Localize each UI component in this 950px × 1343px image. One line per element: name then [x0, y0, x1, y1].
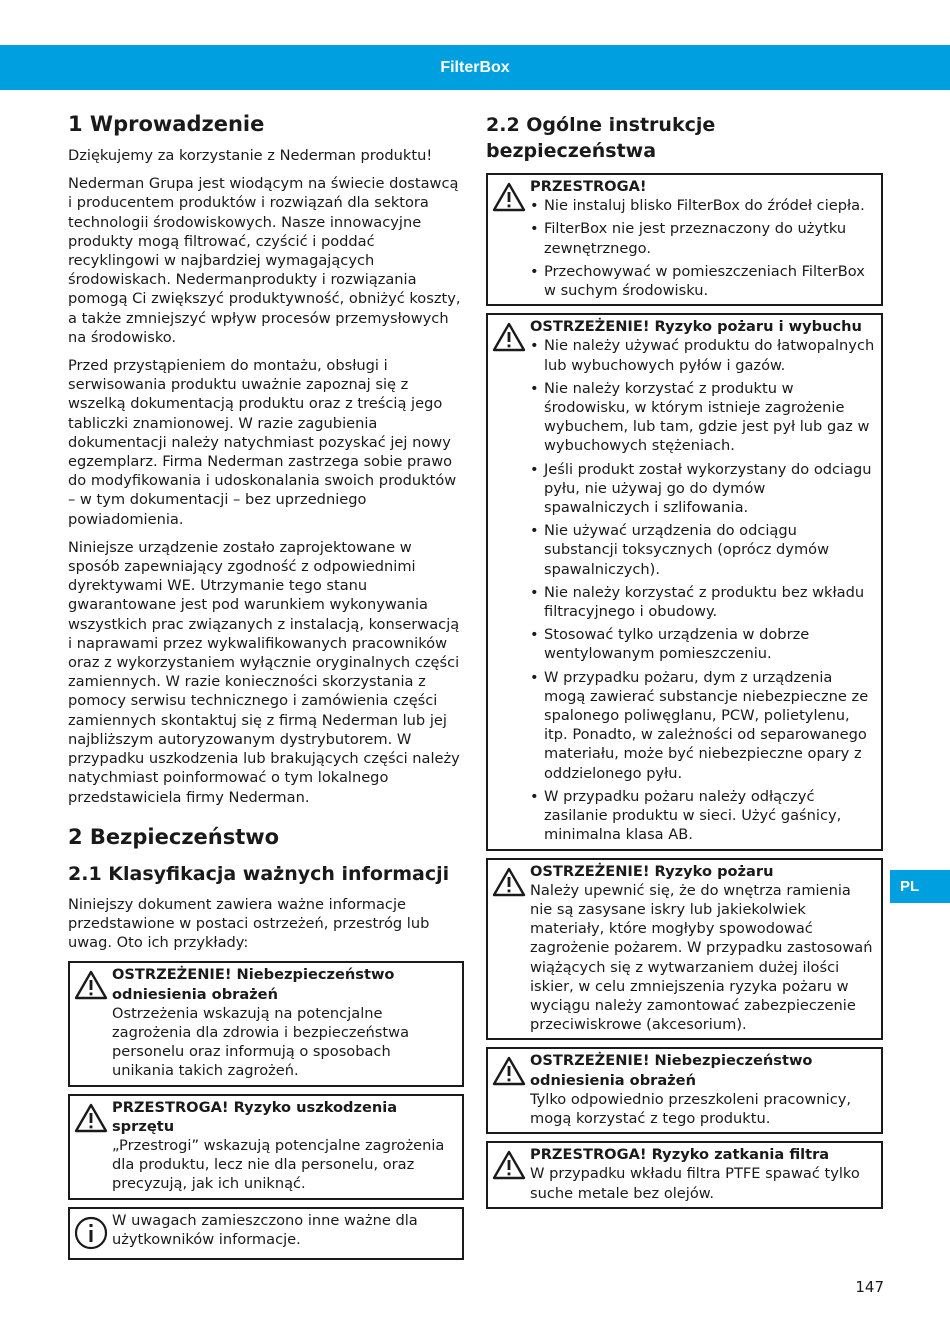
intro-paragraph: Przed przystąpieniem do montażu, obsługi i serwisowania produktu uważnie zapoznaj się z wszelką dokumentacją produktu oraz z treścią jego tabliczki znamionowej. W razie zagubienia dokumentacji należy natychmiast pozyskać jej nowy egzemplarz. Firma Nederman zastrzega sobie prawo do modyfikowania i udoskonalania swoich produktów – w tym dokumentacji – bez uprzedniego powiadomienia.: [68, 357, 457, 528]
list-item: • Nie należy używać produktu do łatwopalnych lub wybuchowych pyłów i gazów.: [530, 336, 875, 374]
warning-icon: [492, 177, 530, 300]
warning-icon: [492, 317, 530, 844]
list-item: • Nie instaluj blisko FilterBox do źródeł ciepła.: [530, 196, 875, 215]
language-tab: [890, 870, 950, 903]
warning-icon: [492, 1051, 530, 1128]
section21-title: 2.1 Klasyfikacja ważnych informacji: [68, 862, 450, 885]
list-item: • W przypadku pożaru należy odłączyć zasilanie produktu w sieci. Użyć gaśnicy, minimalna klasa AB.: [530, 787, 875, 845]
section1-title: 1 Wprowadzenie: [68, 112, 265, 136]
box-title: PRZESTROGA! Ryzyko zatkania filtra: [530, 1146, 830, 1164]
box-title: OSTRZEŻENIE! Niebezpieczeństwo odniesienia obrażeń: [112, 966, 395, 1003]
header-bar: [0, 45, 950, 90]
box-title: PRZESTROGA!: [530, 178, 647, 195]
caution-box: [68, 1094, 464, 1200]
intro-paragraph: Dziękujemy za korzystanie z Nederman produktu!: [68, 147, 433, 164]
box-title: PRZESTROGA! Ryzyko uszkodzenia sprzętu: [112, 1098, 398, 1135]
box-title: OSTRZEŻENIE! Niebezpieczeństwo odniesienia obrażeń: [530, 1052, 813, 1089]
warning-box: [68, 961, 464, 1086]
box-title: OSTRZEŻENIE! Ryzyko pożaru: [530, 862, 774, 880]
warning-box: [486, 858, 883, 1041]
list-item: • FilterBox nie jest przeznaczony do użytku zewnętrznego.: [530, 219, 875, 257]
note-box: [68, 1207, 464, 1260]
left-column: [68, 110, 464, 1267]
bullet-list: [530, 336, 875, 844]
box-text: W przypadku wkładu filtra PTFE spawać tylko suche metale bez olejów.: [530, 1165, 860, 1202]
box-text: Tylko odpowiednio przeszkoleni pracownicy, mogą korzystać z tego produktu.: [530, 1090, 852, 1127]
intro-paragraph: Nederman Grupa jest wiodącym na świecie dostawcą i producentem produktów i rozwiązań dla sektora technologii środowiskowych. Nasze innowacyjne produkty mogą filtrować, czyścić i poddać recyklingowi w najbardziej wymagających środowiskach. Nedermanprodukty i rozwiązania pomogą Ci zwiększyć produktywność, obniżyć koszty, a także zmniejszyć wpływ procesów przemysłowych na środowisko.: [68, 175, 461, 346]
list-item: • Przechowywać w pomieszczeniach FilterBox w suchym środowisku.: [530, 262, 875, 300]
intro-paragraph: Niniejsze urządzenie zostało zaprojektowane w sposób zapewniający zgodność z odpowiednimi dyrektywami WE. Utrzymanie tego stanu gwarantowane jest pod warunkiem wykonywania wszystkich prac związanych z instalacją, konserwacją i naprawami przez wykwalifikowanych pracowników oraz z wykorzystaniem wyłącznie oryginalnych części zamiennych. W razie konieczności skorzystania z pomocy serwisu technicznego i zamówienia części zamiennych skontaktuj się z firmą Nederman lub jej najbliższym autoryzowanym dystrybutorem. W przypadku uszkodzenia lub brakujących części należy natychmiast poinformować o tym lokalnego przedstawiciela firmy Nederman.: [68, 538, 460, 806]
warning-icon: [492, 862, 530, 1035]
header-title: FilterBox: [440, 58, 510, 76]
box-text: W uwagach zamieszczono inne ważne dla użytkowników informacje.: [112, 1211, 418, 1248]
list-item: • Nie używać urządzenia do odciągu substancji toksycznych (oprócz dymów spawalniczych).: [530, 521, 875, 579]
warning-box: [486, 313, 883, 850]
section22-title: 2.2 Ogólne instrukcje bezpieczeństwa: [486, 114, 716, 162]
section21-intro: Niniejszy dokument zawiera ważne informacje przedstawione w postaci ostrzeżeń, przestróg lub uwag. Oto ich przykłady:: [68, 895, 430, 952]
box-text: Ostrzeżenia wskazują na potencjalne zagrożenia dla zdrowia i bezpieczeństwa personelu oraz informują o sposobach unikania takich zagrożeń.: [112, 1004, 410, 1080]
right-column: [486, 110, 883, 1216]
warning-icon: [492, 1145, 530, 1203]
box-text: „Przestrogi” wskazują potencjalne zagrożenia dla produktu, lecz nie dla personelu, oraz precyzują, jak ich uniknąć.: [112, 1136, 445, 1193]
list-item: • Nie należy korzystać z produktu w środowisku, w którym istnieje zagrożenie wybuchem, lub tam, gdzie jest pył lub gaz w wybuchowych stężeniach.: [530, 379, 875, 456]
caution-box: [486, 1141, 883, 1209]
section2-title: 2 Bezpieczeństwo: [68, 824, 280, 849]
warning-icon: [74, 965, 112, 1080]
list-item: • W przypadku pożaru, dym z urządzenia mogą zawierać substancje niebezpieczne ze spalonego poliwęglanu, PCW, polietylenu, itp. Ponadto, w zależności od separowanego materiału, może być niebezpieczne opary z oddzielonego pyłu.: [530, 668, 875, 783]
language-label: PL: [900, 878, 920, 895]
list-item: • Jeśli produkt został wykorzystany do odciagu pyłu, nie używaj go do dymów spawalniczych i szlifowania.: [530, 460, 875, 518]
warning-icon: [74, 1098, 112, 1194]
bullet-list: [530, 196, 875, 300]
box-text: Należy upewnić się, że do wnętrza ramienia nie są zasysane iskry lub jakiekolwiek materiały, które mogłyby spowodować zagrożenie pożarem. W przypadku zastosowań wiążących się z wytwarzaniem dużej ilości iskier, w celu zmniejszenia ryzyka pożaru w wyciągu należy zamontować zabezpieczenie przeciwiskrowe (akcesorium).: [530, 881, 873, 1034]
caution-box: [486, 173, 883, 306]
box-title: OSTRZEŻENIE! Ryzyko pożaru i wybuchu: [530, 318, 862, 336]
list-item: • Nie należy korzystać z produktu bez wkładu filtracyjnego i obudowy.: [530, 583, 875, 621]
info-icon: [74, 1211, 112, 1254]
warning-box: [486, 1047, 883, 1134]
list-item: • Stosować tylko urządzenia w dobrze wentylowanym pomieszczeniu.: [530, 625, 875, 663]
page-number: 147: [855, 1278, 884, 1296]
